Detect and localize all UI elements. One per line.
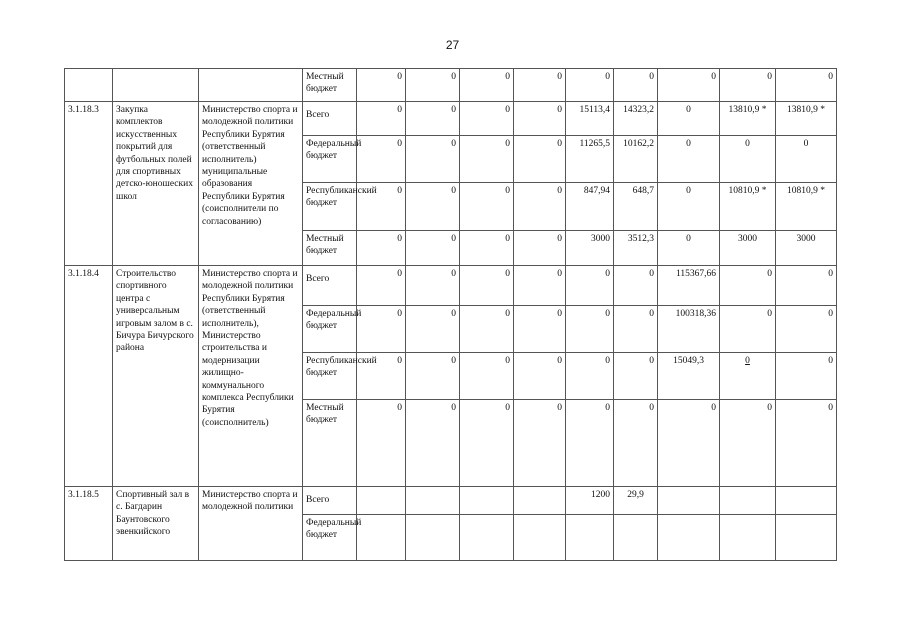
value-cell <box>514 515 566 561</box>
value-cell: 0 <box>566 69 614 102</box>
value-cell: 1200 <box>566 487 614 515</box>
table-row <box>65 102 837 136</box>
value-cell: 10810,9 * <box>776 183 837 231</box>
value-cell: 0 <box>406 353 460 400</box>
value-cell: 10162,2 <box>614 136 658 183</box>
item-code: 3.1.18.3 <box>65 102 113 266</box>
value-cell: 0 <box>658 231 720 266</box>
value-cell: 0 <box>566 400 614 487</box>
value-cell: 0 <box>658 69 720 102</box>
value-cell: 0 <box>658 136 720 183</box>
value-cell <box>776 487 837 515</box>
item-code: 3.1.18.5 <box>65 487 113 561</box>
name-cell <box>113 69 199 102</box>
value-cell: 0 <box>514 306 566 353</box>
item-executor: Министерство спорта и молодежной политики Республики Бурятия (ответственный исполнитель), Министерство строительства и модернизации жилищно-коммунального комплекса Республики Бурятия (соисполнитель) <box>199 266 303 487</box>
value-cell: 0 <box>514 69 566 102</box>
value-cell: 10810,9 * <box>720 183 776 231</box>
value-cell: 0 <box>720 136 776 183</box>
source-cell: Федеральный бюджет <box>303 306 357 353</box>
value-cell: 0 <box>614 306 658 353</box>
value-cell: 0 <box>406 306 460 353</box>
table-row <box>65 69 837 102</box>
value-cell <box>460 515 514 561</box>
value-cell: 15113,4 <box>566 102 614 136</box>
value-cell: 0 <box>776 69 837 102</box>
item-name: Спортивный зал в с. Багдарин Баунтовского эвенкийского <box>113 487 199 561</box>
value-cell: 0 <box>614 266 658 306</box>
value-cell: 15049,3 <box>658 353 720 400</box>
value-cell: 13810,9 * <box>720 102 776 136</box>
source-cell: Местный бюджет <box>303 231 357 266</box>
value-cell: 13810,9 * <box>776 102 837 136</box>
value-cell: 3000 <box>720 231 776 266</box>
source-cell: Федеральный бюджет <box>303 515 357 561</box>
source-cell: Всего <box>303 487 357 515</box>
value-cell: 0 <box>514 231 566 266</box>
value-cell: 29,9 <box>614 487 658 515</box>
source-cell: Местный бюджет <box>303 69 357 102</box>
value-cell: 0 <box>776 266 837 306</box>
source-cell: Федеральный бюджет <box>303 136 357 183</box>
item-code: 3.1.18.4 <box>65 266 113 487</box>
value-cell: 115367,66 <box>658 266 720 306</box>
item-executor: Министерство спорта и молодежной политики Республики Бурятия (ответственный исполнитель) муниципальные образования Республики Бурятия (соисполнители по согласованию) <box>199 102 303 266</box>
source-cell: Всего <box>303 102 357 136</box>
value-cell: 0 <box>514 183 566 231</box>
value-cell: 0 <box>357 353 406 400</box>
value-cell: 0 <box>776 400 837 487</box>
value-cell: 0 <box>357 183 406 231</box>
value-cell: 0 <box>776 136 837 183</box>
value-cell: 648,7 <box>614 183 658 231</box>
value-cell: 14323,2 <box>614 102 658 136</box>
value-cell: 0 <box>357 266 406 306</box>
source-cell: Республиканский бюджет <box>303 353 357 400</box>
value-cell <box>460 487 514 515</box>
table-row <box>65 266 837 306</box>
item-name: Закупка комплектов искусственных покрытий для футбольных полей для спортивных детско-юношеских школ <box>113 102 199 266</box>
value-cell: 0 <box>357 400 406 487</box>
value-cell: 3000 <box>566 231 614 266</box>
value-cell: 11265,5 <box>566 136 614 183</box>
value-cell: 0 <box>460 231 514 266</box>
value-cell: 0 <box>460 266 514 306</box>
value-cell: 0 <box>720 69 776 102</box>
value-cell <box>776 515 837 561</box>
value-cell: 0 <box>460 136 514 183</box>
value-cell: 0 <box>514 136 566 183</box>
value-cell <box>658 515 720 561</box>
value-cell: 0 <box>406 136 460 183</box>
value-cell: 0 <box>406 400 460 487</box>
value-cell: 0 <box>720 400 776 487</box>
value-cell <box>720 487 776 515</box>
value-cell: 847,94 <box>566 183 614 231</box>
value-cell: 0 <box>357 136 406 183</box>
value-cell: 3512,3 <box>614 231 658 266</box>
value-cell: 0 <box>658 102 720 136</box>
value-cell: 0 <box>776 306 837 353</box>
value-cell: 0 <box>776 353 837 400</box>
value-cell: 0 <box>566 306 614 353</box>
value-cell: 0 <box>460 353 514 400</box>
item-name: Строительство спортивного центра с универсальным игровым залом в с. Бичура Бичурского района <box>113 266 199 487</box>
value-cell <box>720 515 776 561</box>
value-cell: 0 <box>566 266 614 306</box>
value-cell: 0 <box>720 306 776 353</box>
value-cell <box>614 515 658 561</box>
value-cell <box>566 515 614 561</box>
value-cell: 0 <box>514 102 566 136</box>
value-cell: 0 <box>720 266 776 306</box>
value-cell: 0 <box>406 69 460 102</box>
value-cell <box>357 487 406 515</box>
value-cell: 0 <box>460 400 514 487</box>
source-cell: Всего <box>303 266 357 306</box>
value-cell: 0 <box>406 231 460 266</box>
source-cell: Местный бюджет <box>303 400 357 487</box>
value-cell: 0 <box>658 400 720 487</box>
value-cell <box>357 515 406 561</box>
value-cell: 0 <box>406 266 460 306</box>
value-cell: 0 <box>357 231 406 266</box>
value-cell: 0 <box>566 353 614 400</box>
value-cell: 0 <box>357 69 406 102</box>
value-cell: 0 <box>460 102 514 136</box>
code-cell <box>65 69 113 102</box>
value-cell: 0 <box>357 102 406 136</box>
value-cell: 0 <box>460 183 514 231</box>
table-row <box>65 487 837 515</box>
executor-cell <box>199 69 303 102</box>
value-cell <box>406 515 460 561</box>
item-executor: Министерство спорта и молодежной политики <box>199 487 303 561</box>
value-cell <box>514 487 566 515</box>
value-cell: 0 <box>406 102 460 136</box>
value-cell: 3000 <box>776 231 837 266</box>
value-cell: 0 <box>614 400 658 487</box>
value-cell: 0 <box>460 306 514 353</box>
source-cell: Республиканский бюджет <box>303 183 357 231</box>
budget-table <box>64 68 837 561</box>
value-cell: 0 <box>406 183 460 231</box>
value-cell: 100318,36 <box>658 306 720 353</box>
value-cell: 0 <box>720 353 776 400</box>
value-cell: 0 <box>357 306 406 353</box>
value-cell: 0 <box>514 400 566 487</box>
value-cell: 0 <box>614 69 658 102</box>
value-cell <box>658 487 720 515</box>
value-cell <box>406 487 460 515</box>
value-cell: 0 <box>460 69 514 102</box>
page-number: 27 <box>445 38 460 52</box>
value-cell: 0 <box>514 353 566 400</box>
value-cell: 0 <box>614 353 658 400</box>
value-cell: 0 <box>514 266 566 306</box>
value-cell: 0 <box>658 183 720 231</box>
